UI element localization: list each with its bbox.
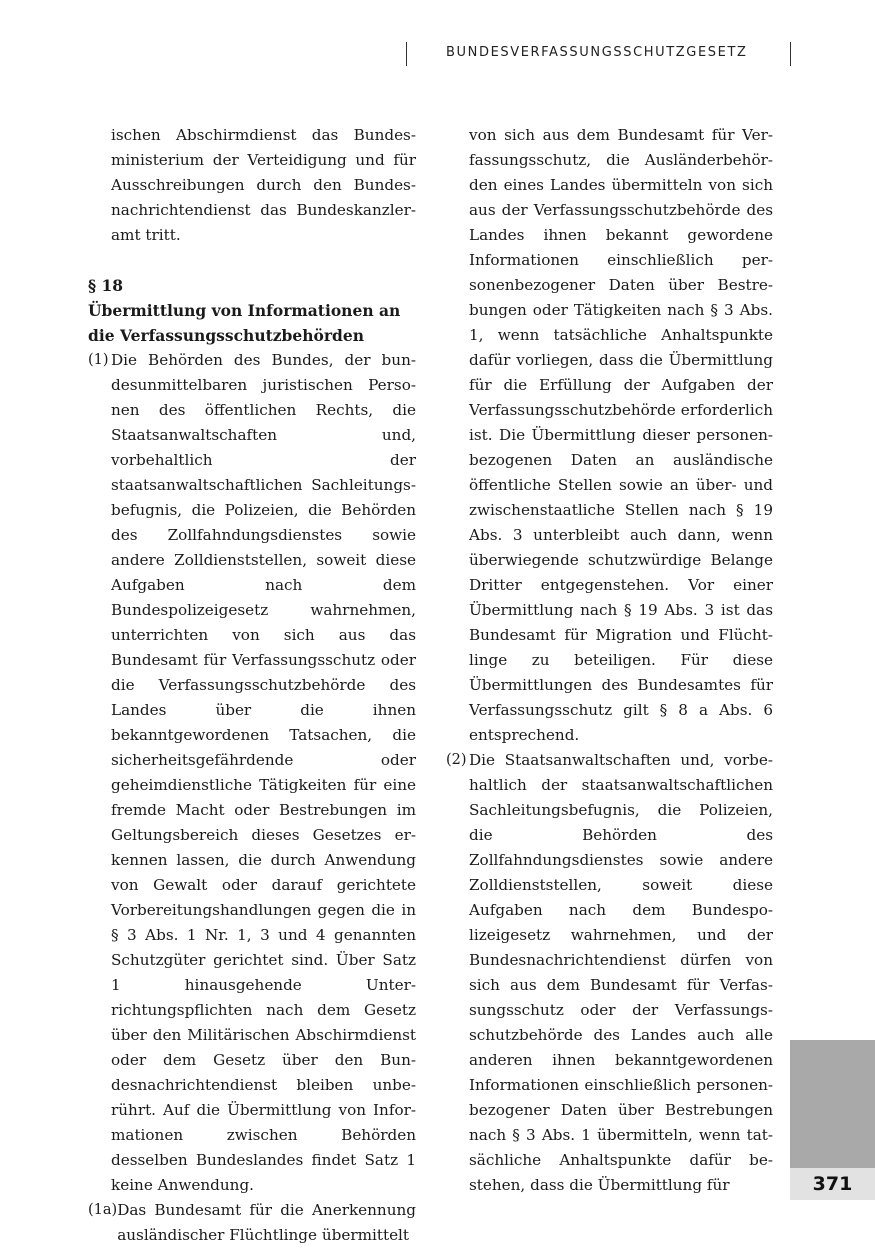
thumb-index-tab (790, 1040, 875, 1168)
header-rule-left (406, 42, 407, 66)
header-rule-right (790, 42, 791, 66)
paragraph-2 (446, 748, 773, 1198)
paragraph-1-label: (1) (88, 352, 109, 368)
paragraph-1a-text-start: Das Bundesamt für die Anerkennung ausländischer Flüchtlinge übermittelt (117, 1201, 416, 1244)
section-title: Übermittlung von Informationen an die Verfassungsschutzbehörden (88, 301, 401, 345)
running-head: BUNDESVERFASSUNGSSCHUTZGESETZ (446, 45, 748, 60)
paragraph-2-label: (2) (446, 752, 467, 768)
left-column (88, 123, 416, 1248)
paragraph-1-text: Die Behörden des Bundes, der bundesunmittelbaren juristischen Personen des öffentlichen Rechts, die Staatsanwaltschaften und, vorbehaltlich der staatsanwaltschaftlichen Sachleitungsbefugnis, die Polizeien, die Behörden des Zollfahndungsdienstes sowie andere Zolldienststellen, soweit diese Aufgaben nach dem Bundespolizeigesetz wahrnehmen, unterrichten von sich aus das Bundesamt für Verfassungsschutz oder die Verfassungsschutzbehörde des Landes über die ihnen bekanntgewordenen Tatsachen, die sicherheitsgefährdende oder geheimdienstliche Tätigkeiten für eine fremde Macht oder Bestrebungen im Geltungsbereich dieses Gesetzes erkennen lassen, die durch Anwendung von Gewalt oder darauf gerichtete Vorbereitungshandlungen gegen die in § 3 Abs. 1 Nr. 1, 3 und 4 genannten Schutzgüter gerichtet sind. Über Satz 1 hinausgehende Unterrichtungspflichten nach dem Gesetz über den Militärischen Abschirmdienst oder dem Gesetz über den Bundesnachrichtendienst bleiben unberührt. Auf die Übermittlung von Informationen zwischen Behörden desselben Bundeslandes findet Satz 1 keine Anwendung. (111, 351, 416, 1194)
paragraph-1 (88, 348, 416, 1198)
section-number: § 18 (88, 276, 124, 295)
page-number: 371 (790, 1168, 875, 1200)
right-column (446, 123, 773, 1198)
paragraph-1a-label: (1a) (88, 1202, 118, 1218)
continuation-paragraph: ischen Abschirmdienst das Bundesministerium der Verteidigung und für Ausschreibungen durch den Bundesnachrichtendienst das Bundeskanzleramt tritt. (111, 126, 416, 244)
paragraph-1a-text-continued: von sich aus dem Bundesamt für Verfassungsschutz, die Ausländerbehörden eines Landes übermitteln von sich aus der Verfassungsschutzbehörde des Landes ihnen bekannt gewordene Informationen einschließlich personenbezogener Daten über Bestrebungen oder Tätigkeiten nach § 3 Abs. 1, wenn tatsächliche Anhaltspunkte dafür vorliegen, dass die Übermittlung für die Erfüllung der Aufgaben der Verfassungsschutzbehörde erforderlich ist. Die Übermittlung dieser personenbezogenen Daten an ausländische öffentliche Stellen sowie an über- und zwischenstaatliche Stellen nach § 19 Abs. 3 unterbleibt auch dann, wenn überwiegende schutzwürdige Belange Dritter entgegenstehen. Vor einer Übermittlung nach § 19 Abs. 3 ist das Bundesamt für Migration und Flüchtlinge zu beteiligen. Für diese Übermittlungen des Bundesamtes für Verfassungsschutz gilt § 8 a Abs. 6 entsprechend. (469, 126, 773, 744)
paragraph-2-text: Die Staatsanwaltschaften und, vorbehaltlich der staatsanwaltschaftlichen Sachleitungsbefugnis, die Polizeien, die Behörden des Zollfahndungsdienstes sowie andere Zolldienststellen, soweit diese Aufgaben nach dem Bundespolizeigesetz wahrnehmen, und der Bundesnachrichtendienst dürfen von sich aus dem Bundesamt für Verfassungsschutz oder der Verfassungsschutzbehörde des Landes auch alle anderen ihnen bekanntgewordenen Informationen einschließlich personenbezogener Daten über Bestrebungen nach § 3 Abs. 1 übermitteln, wenn tatsächliche Anhaltspunkte dafür bestehen, dass die Übermittlung für (469, 751, 773, 1194)
